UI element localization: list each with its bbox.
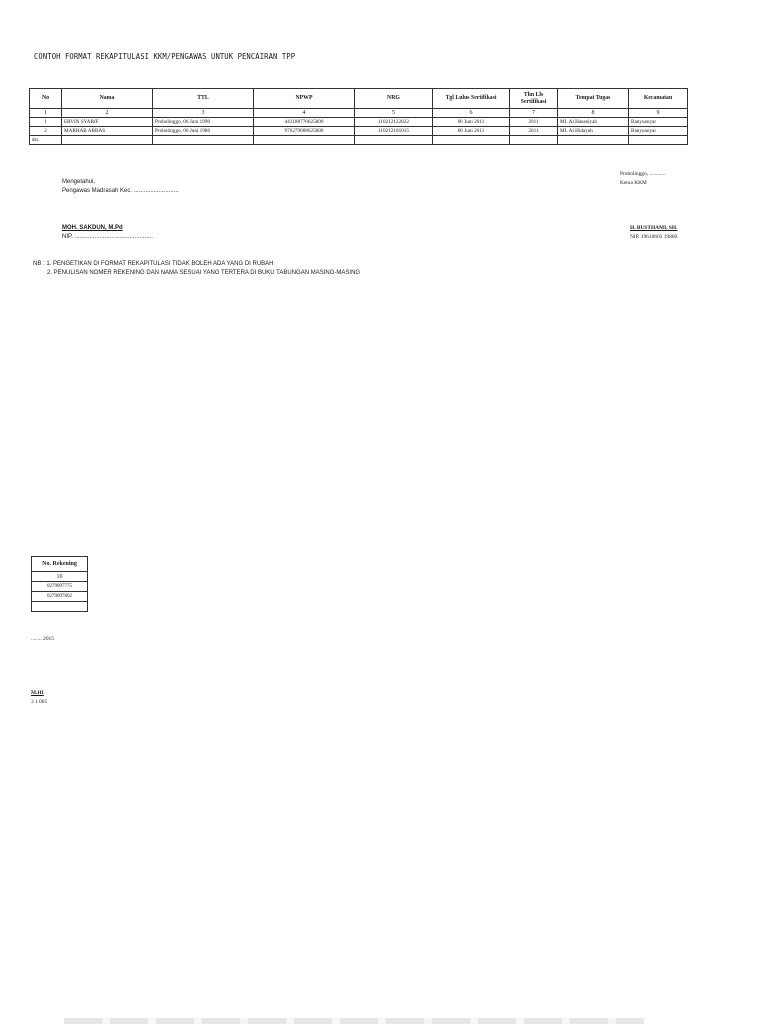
lower-name: M.HI	[31, 690, 44, 696]
note-line-1: NB : 1. PENGETIKAN DI FORMAT REKAPITULASI TIDAK BOLEH ADA YANG DI RUBAH	[33, 261, 274, 267]
place-date: Probolinggo, ............	[620, 171, 666, 177]
cell-kecamatan: Banyuanyar	[629, 118, 688, 127]
mengetahui-label: Mengetahui,	[62, 179, 96, 185]
cell-thn-lls: 2011	[510, 118, 558, 127]
column-number: 1	[30, 109, 62, 118]
header-npwp: NPWP	[254, 89, 355, 109]
header-tgl-lulus: Tgl Lulus Sertifikasi	[433, 89, 510, 109]
empty-cell	[433, 136, 510, 145]
cell-ttl: Probolinggo, 06 Juni 1990	[153, 118, 254, 127]
rekening-header: No. Rekening	[32, 557, 88, 572]
cell-no: 1	[30, 118, 62, 127]
empty-cell	[62, 136, 153, 145]
header-tempat-tugas: Tempat Tugas	[558, 89, 629, 109]
header-nrg: NRG	[355, 89, 433, 109]
cell-no: 2	[30, 127, 62, 136]
header-ttl: TTL	[153, 89, 254, 109]
lower-date: ........ 2015	[31, 636, 54, 642]
header-no: No	[30, 89, 62, 109]
empty-cell	[355, 136, 433, 145]
cell-nama: MARHAB ABBAS	[62, 127, 153, 136]
empty-cell	[629, 136, 688, 145]
left-signatory-nip: NIP. ...............................................	[62, 234, 153, 240]
note-line-2: 2. PENULISAN NOMER REKENING DAN NAMA SESUAI YANG TERTERA DI BUKU TABUNGAN MASING-MASING	[47, 270, 361, 276]
cell-nrg: 110212181015	[355, 127, 433, 136]
column-number: 8	[558, 109, 629, 118]
cell-tgl-lulus: 06 Juni 2011	[433, 127, 510, 136]
rekening-column-number: 10	[32, 572, 88, 582]
lower-nip: 3 1 005	[31, 699, 48, 705]
cell-npwp: 443188776625800	[254, 118, 355, 127]
column-number: 9	[629, 109, 688, 118]
cell-tgl-lulus: 06 Juni 2011	[433, 118, 510, 127]
cell-dst: dst.	[30, 136, 62, 145]
cell-tempat-tugas: MI. Al.Hasaniyah	[558, 118, 629, 127]
empty-cell	[510, 136, 558, 145]
rekening-table	[31, 556, 88, 612]
right-signatory-name: H. BUSTHAMI, SH.	[630, 225, 678, 231]
column-number: 3	[153, 109, 254, 118]
column-number-row	[30, 109, 688, 118]
pengawas-title: Pengawas Madrasah Kec. ...........................	[62, 188, 179, 194]
cell-tempat-tugas: MI. Al.Hidayah	[558, 127, 629, 136]
cell-nrg: 110212122822	[355, 118, 433, 127]
table-row	[30, 118, 688, 127]
rekening-cell: 0279097775	[32, 582, 88, 592]
empty-cell	[558, 136, 629, 145]
empty-cell	[254, 136, 355, 145]
cell-thn-lls: 2011	[510, 127, 558, 136]
chair-title: Ketua KKM	[620, 180, 647, 186]
table-header-row	[30, 89, 688, 109]
document-title: CONTOH FORMAT REKAPITULASI KKM/PENGAWAS UNTUK PENCAIRAN TPP	[34, 51, 296, 61]
table-row	[30, 127, 688, 136]
recap-table	[29, 88, 688, 145]
table-row-dst	[30, 136, 688, 145]
column-number: 7	[510, 109, 558, 118]
cell-ttl: Probolinggo, 06 Juni 1986	[153, 127, 254, 136]
column-number: 5	[355, 109, 433, 118]
faded-next-page-title	[64, 1018, 644, 1024]
header-kecamatan: Kecamatan	[629, 89, 688, 109]
right-signatory-nip: NIP. 19610605 19860.	[630, 234, 679, 240]
rekening-cell: 0279097802	[32, 592, 88, 602]
header-thn-lls: Thn Lls Sertifikasi	[510, 89, 558, 109]
cell-npwp: 976279008625800	[254, 127, 355, 136]
left-signatory-name: MOH. SAKDUN, M.Pd	[62, 225, 123, 231]
header-nama: Nama	[62, 89, 153, 109]
cell-kecamatan: Banyuanyar	[629, 127, 688, 136]
cell-nama: ERVIN SYARIF	[62, 118, 153, 127]
empty-cell	[153, 136, 254, 145]
column-number: 6	[433, 109, 510, 118]
column-number: 4	[254, 109, 355, 118]
column-number: 2	[62, 109, 153, 118]
rekening-empty-cell	[32, 602, 88, 612]
